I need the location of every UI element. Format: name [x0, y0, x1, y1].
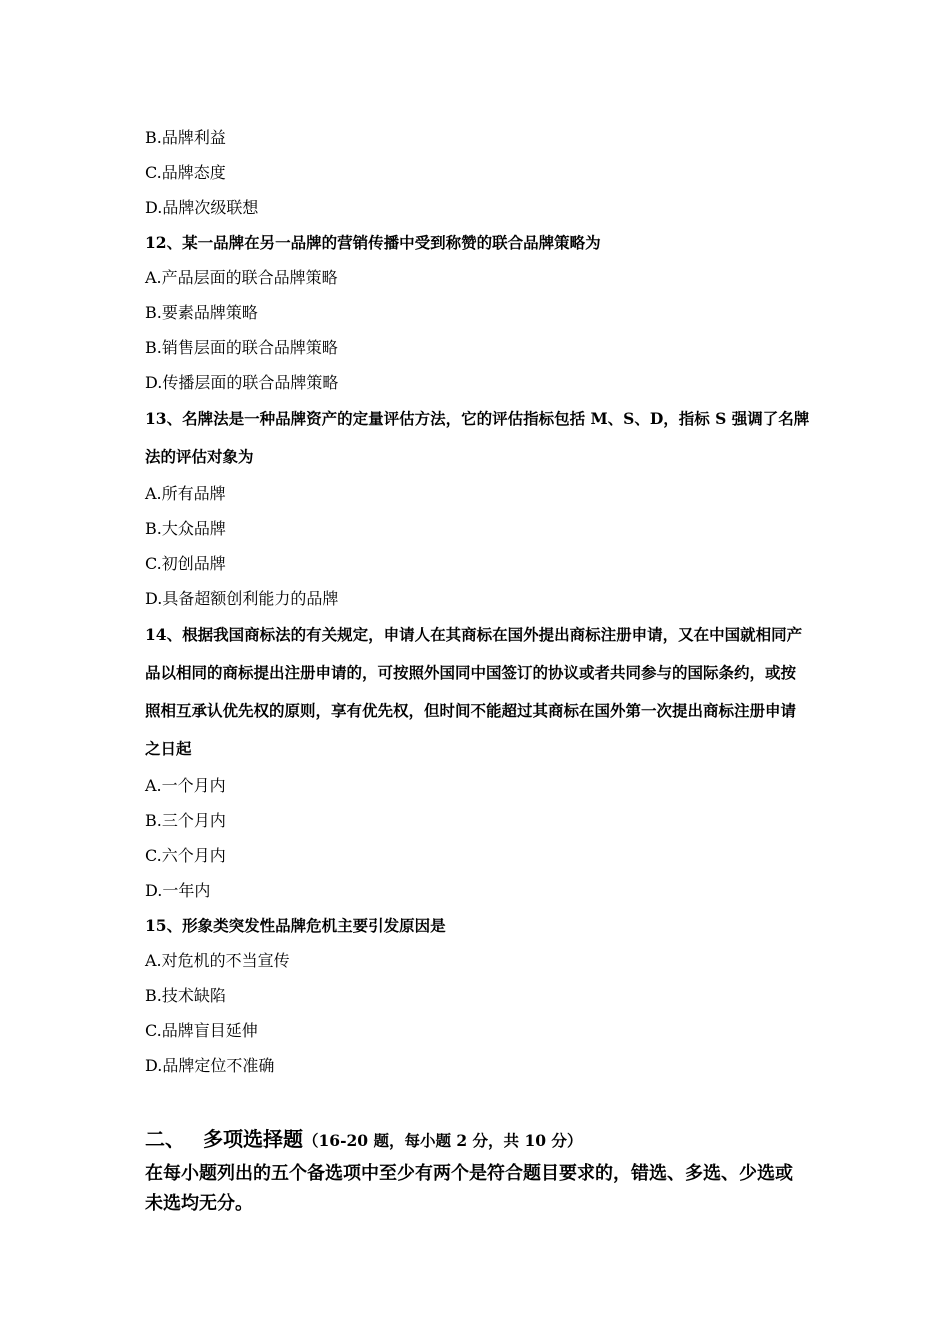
question-13: [145, 400, 810, 616]
option: D.品牌定位不准确: [145, 1056, 275, 1075]
option: B.销售层面的联合品牌策略: [145, 338, 338, 357]
question-stem: 15、形象类突发性品牌危机主要引发原因是: [145, 916, 446, 935]
section-number: 二、: [145, 1127, 185, 1151]
option: A.一个月内: [145, 776, 226, 795]
section-title: 多项选择题: [203, 1127, 303, 1151]
option: A.产品层面的联合品牌策略: [145, 268, 338, 287]
option: C.六个月内: [145, 846, 226, 865]
option: C.初创品牌: [145, 554, 226, 573]
question-12: [145, 225, 810, 400]
option: B.要素品牌策略: [145, 303, 258, 322]
option-b-prev: B.品牌利益: [145, 128, 226, 147]
option-d-prev: D.品牌次级联想: [145, 198, 259, 217]
option: B.大众品牌: [145, 519, 226, 538]
section-heading: [145, 1121, 810, 1159]
section-instruction: 在每小题列出的五个备选项中至少有两个是符合题目要求的，错选、多选、少选或未选均无分。: [145, 1163, 793, 1214]
section-note: （16-20 题，每小题 2 分，共 10 分）: [303, 1131, 583, 1150]
option: C.品牌盲目延伸: [145, 1021, 258, 1040]
question-14: [145, 616, 810, 908]
option: B.三个月内: [145, 811, 226, 830]
page-content: [145, 120, 810, 1219]
option: D.一年内: [145, 881, 211, 900]
option: B.技术缺陷: [145, 986, 226, 1005]
question-stem: 14、根据我国商标法的有关规定，申请人在其商标在国外提出商标注册申请，又在中国就相同产品以相同的商标提出注册申请的，可按照外国同中国签订的协议或者共同参与的国际条约，或按照相互承认优先权的原则，享有优先权，但时间不能超过其商标在国外第一次提出商标注册申请之日起: [145, 625, 803, 758]
option: A.对危机的不当宣传: [145, 951, 290, 970]
question-stem: 13、名牌法是一种品牌资产的定量评估方法，它的评估指标包括 M、S、D，指标 S 强调了名牌法的评估对象为: [145, 409, 810, 466]
question-stem: 12、某一品牌在另一品牌的营销传播中受到称赞的联合品牌策略为: [145, 233, 601, 252]
question-15: [145, 908, 810, 1083]
option-c-prev: C.品牌态度: [145, 163, 226, 182]
option: D.具备超额创利能力的品牌: [145, 589, 339, 608]
option: D.传播层面的联合品牌策略: [145, 373, 339, 392]
option: A.所有品牌: [145, 484, 226, 503]
